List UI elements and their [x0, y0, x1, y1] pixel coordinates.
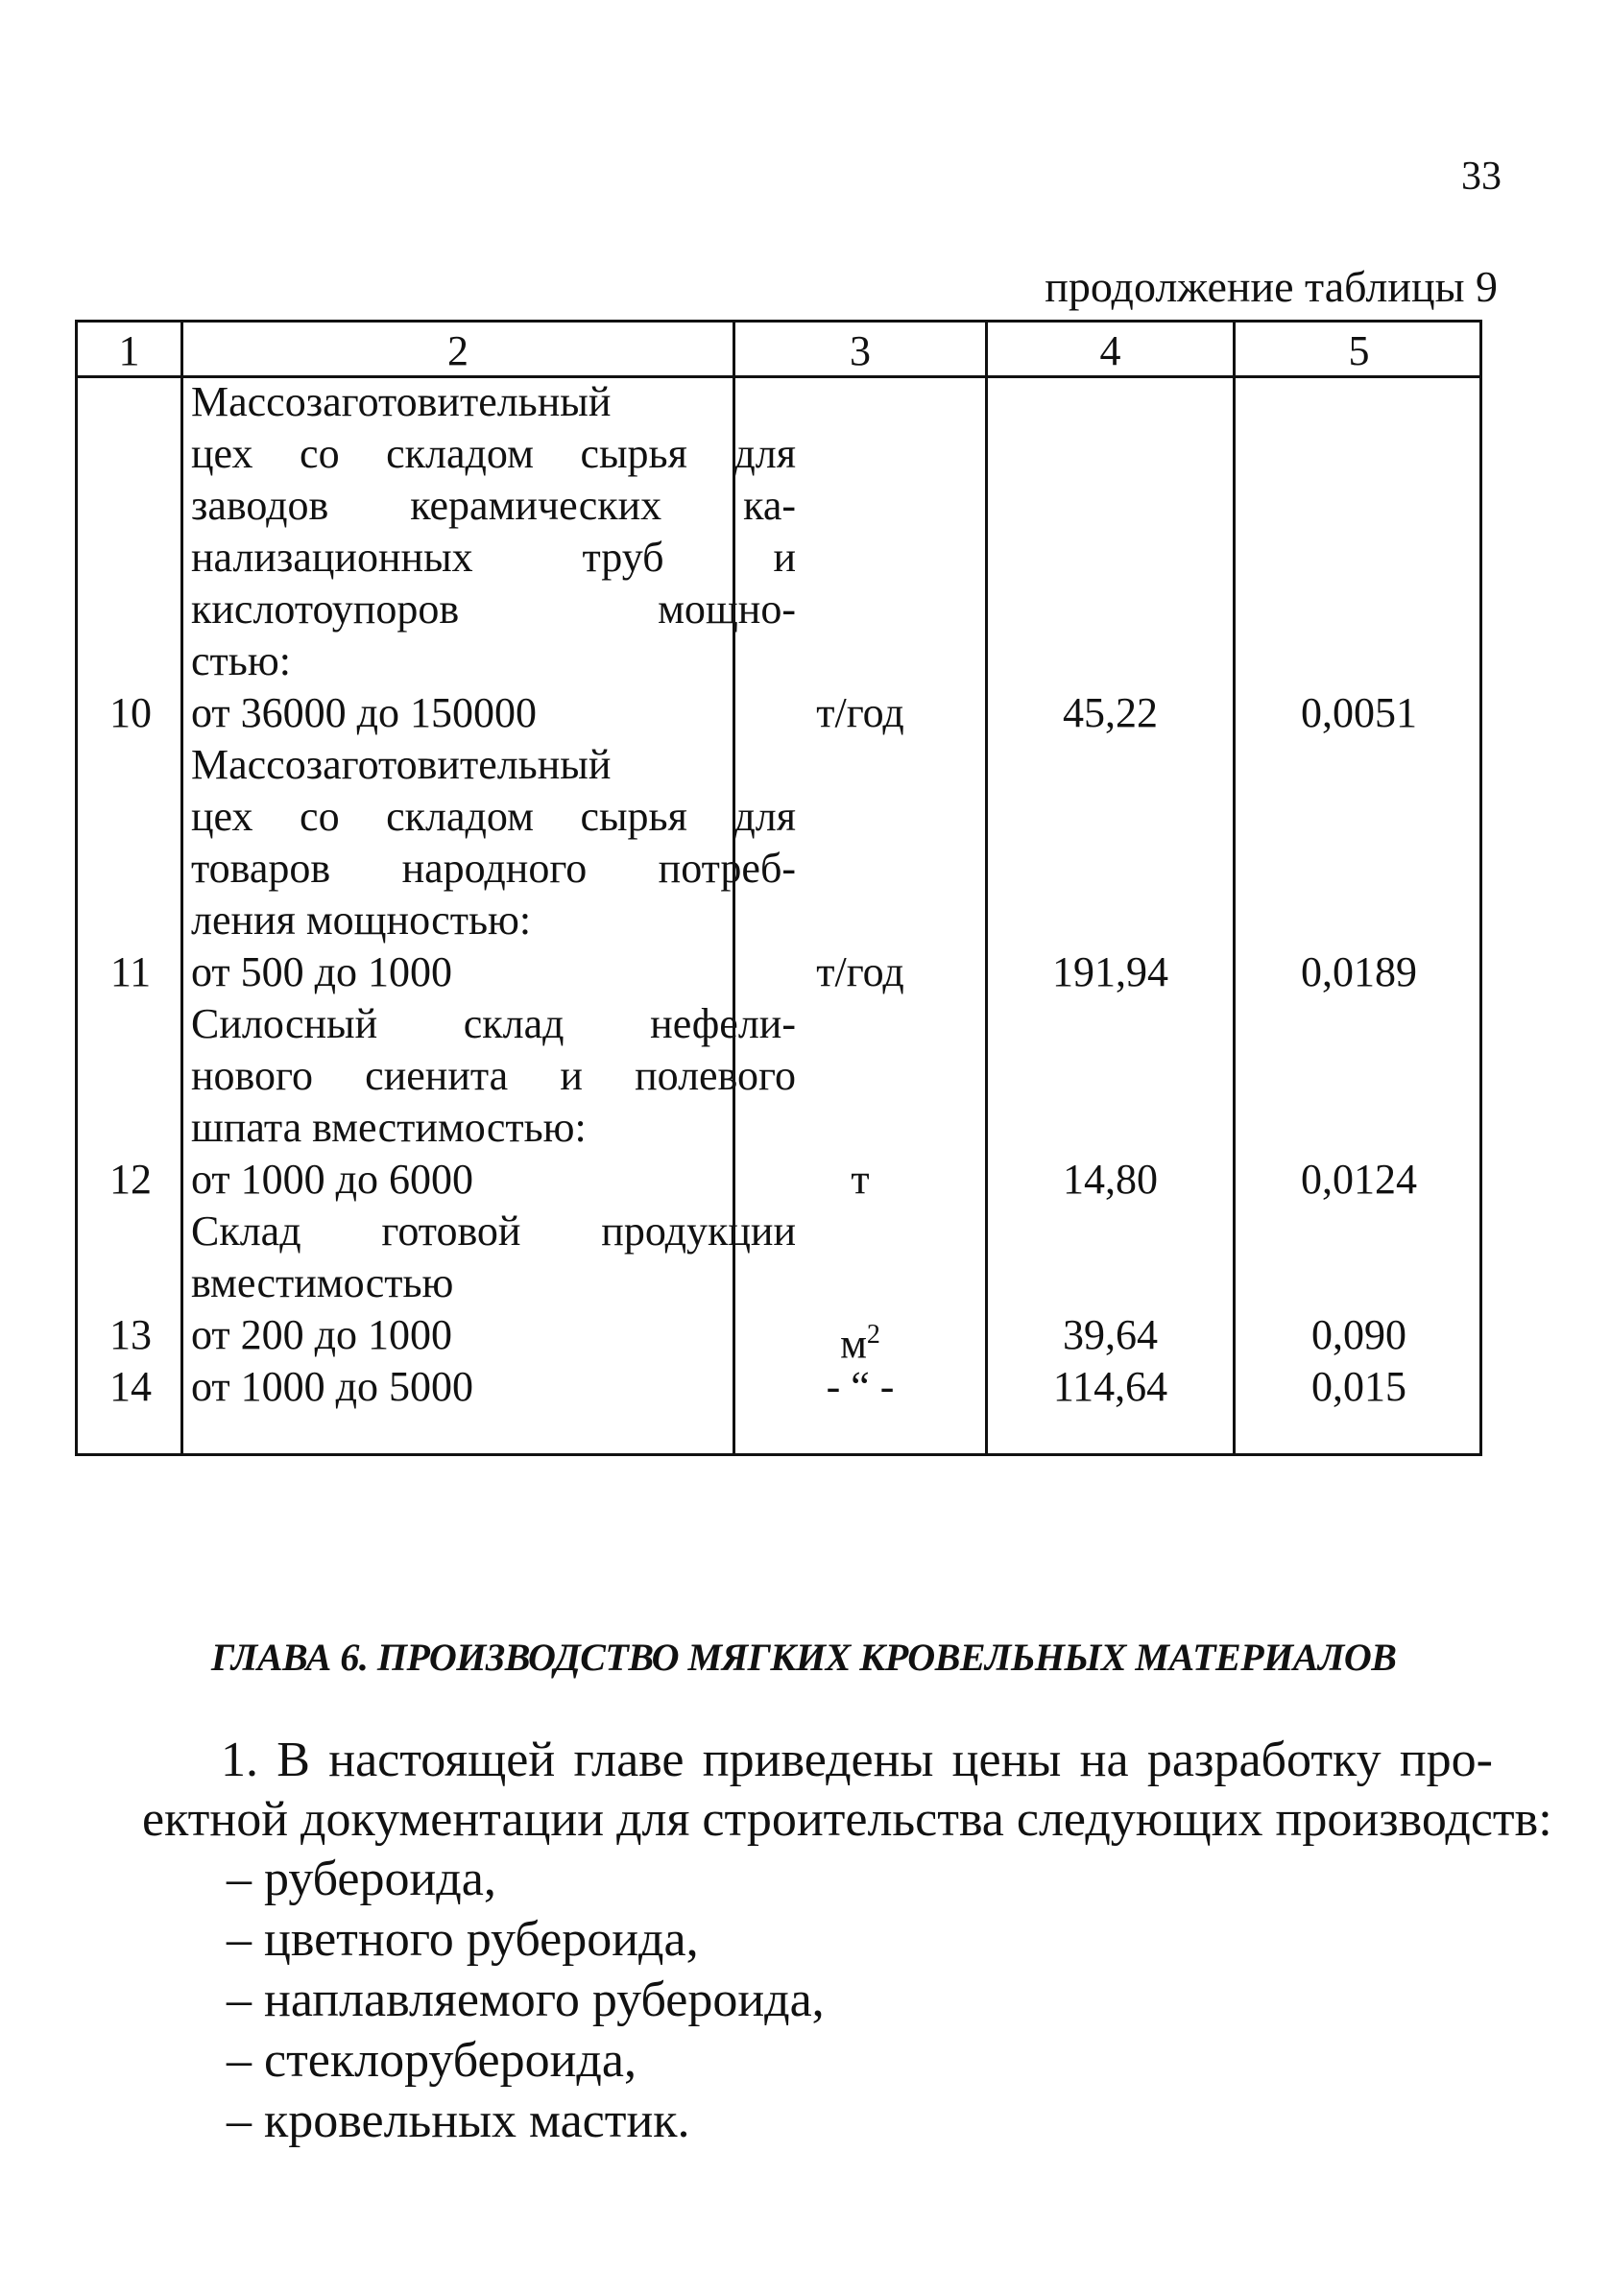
list-item: – наплавляемого рубероида,	[227, 1973, 825, 2027]
row-number: 12	[109, 1156, 152, 1203]
row-coefficient: 0,015	[1311, 1363, 1406, 1410]
list-item: – цветного рубероида,	[227, 1912, 699, 1967]
row-unit: т/год	[816, 948, 904, 995]
row-price: 114,64	[1052, 1363, 1168, 1410]
data-table	[75, 320, 1482, 1456]
row-price: 39,64	[1063, 1311, 1158, 1358]
row-number: 11	[109, 948, 152, 995]
paragraph-line-2: ектной документации для строительства следующих производств:	[142, 1792, 1552, 1847]
list-item: – стеклорубероида,	[227, 2033, 637, 2088]
column-divider	[985, 323, 988, 1453]
row-number: 13	[109, 1311, 152, 1358]
row-description	[191, 1206, 796, 1361]
description-line: от 1000 до 6000	[191, 1156, 474, 1203]
description-line: стью:	[191, 637, 291, 684]
list-item: – кровельных мастик.	[227, 2093, 690, 2148]
description-line: цех со складом сырья для	[191, 793, 796, 840]
header-col-2: 2	[447, 327, 469, 374]
description-line: заводов керамических ка-	[191, 482, 796, 529]
description-line: от 200 до 1000	[191, 1311, 453, 1358]
row-coefficient: 0,0189	[1301, 948, 1417, 995]
row-price: 191,94	[1052, 948, 1168, 995]
description-line: нализационных труб и	[191, 534, 796, 581]
description-line: кислотоупоров мощно-	[191, 586, 796, 633]
column-divider	[180, 323, 183, 1453]
description-line: вместимостью	[191, 1259, 454, 1306]
paragraph-line-1: 1. В настоящей главе приведены цены на разработку про-	[221, 1733, 1493, 1787]
table-caption: продолжение таблицы 9	[1045, 262, 1498, 311]
description-line: от 1000 до 5000	[191, 1363, 474, 1410]
row-coefficient: 0,0124	[1301, 1156, 1417, 1203]
header-col-3: 3	[850, 327, 871, 374]
description-line: цех со складом сырья для	[191, 430, 796, 477]
description-line: Склад готовой продукции	[191, 1208, 796, 1255]
row-description	[191, 376, 796, 739]
description-line: от 36000 до 150000	[191, 689, 538, 736]
list-item: – рубероида,	[227, 1852, 496, 1906]
page-number: 33	[1461, 155, 1502, 199]
row-unit: т	[851, 1156, 870, 1203]
unit-superscript: 2	[866, 1320, 880, 1350]
description-line: от 500 до 1000	[191, 948, 453, 995]
row-unit: т/год	[816, 689, 904, 736]
row-description	[191, 1361, 796, 1413]
row-number: 14	[109, 1363, 152, 1410]
description-line: ления мощностью:	[191, 897, 532, 944]
unit-text: м	[840, 1320, 867, 1368]
row-coefficient: 0,090	[1311, 1311, 1406, 1358]
description-line: Массозаготовительный	[191, 378, 612, 425]
description-line: Силосный склад нефели-	[191, 1000, 796, 1047]
row-description	[191, 998, 796, 1206]
header-col-5: 5	[1348, 327, 1370, 374]
header-col-1: 1	[118, 327, 140, 374]
description-line: шпата вместимостью:	[191, 1104, 587, 1151]
row-unit: - “ -	[826, 1363, 895, 1410]
chapter-title: ГЛАВА 6. ПРОИЗВОДСТВО МЯГКИХ КРОВЕЛЬНЫХ МАТЕРИАЛОВ	[211, 1636, 1397, 1679]
description-line: товаров народного потреб-	[191, 845, 796, 892]
description-line: Массозаготовительный	[191, 741, 612, 788]
row-number: 10	[109, 689, 152, 736]
row-description	[191, 739, 796, 998]
row-price: 14,80	[1063, 1156, 1158, 1203]
column-divider	[1233, 323, 1236, 1453]
header-col-4: 4	[1099, 327, 1121, 374]
row-price: 45,22	[1063, 689, 1158, 736]
row-coefficient: 0,0051	[1301, 689, 1417, 736]
description-line: нового сиенита и полевого	[191, 1052, 796, 1099]
